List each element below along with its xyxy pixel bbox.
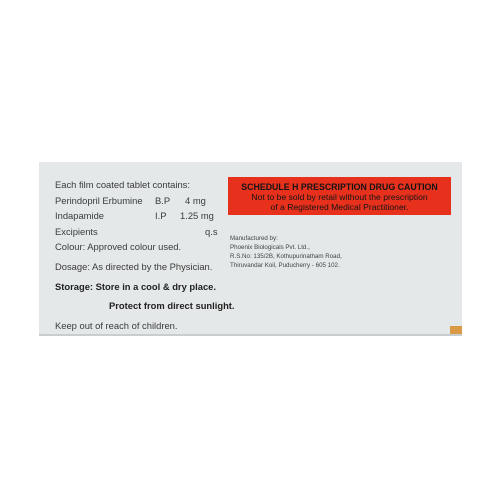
ingredient-standard: I.P [155, 210, 167, 222]
protect-text: Protect from direct sunlight. [109, 300, 235, 312]
storage-text: Storage: Store in a cool & dry place. [55, 280, 216, 292]
caution-line-1: Not to be sold by retail without the prescription [251, 192, 428, 202]
carton-panel [39, 162, 462, 334]
composition-block [55, 177, 255, 333]
keep-out-text: Keep out of reach of children. [55, 319, 178, 331]
ingredient-amount: 4 mg [185, 194, 206, 206]
manufacturer-label: Manufactured by: [230, 235, 278, 242]
caution-title: SCHEDULE H PRESCRIPTION DRUG CAUTION [241, 182, 438, 192]
carton-bottom-edge [39, 334, 462, 336]
manufacturer-block [230, 234, 450, 270]
carton-color-edge [450, 326, 462, 334]
manufacturer-name: Phoenix Biologicals Pvt. Ltd., [230, 244, 310, 251]
caution-line-2: of a Registered Medical Practitioner. [270, 202, 409, 212]
manufacturer-address-2: Thiruvandar Koil, Puducherry - 605 102. [230, 262, 340, 269]
excipients-row [55, 224, 255, 240]
schedule-h-caution-box [228, 177, 451, 215]
ingredient-row [55, 193, 255, 209]
excipients-amount: q.s [205, 225, 218, 237]
ingredient-amount: 1.25 mg [180, 210, 214, 222]
composition-heading: Each film coated tablet contains: [55, 179, 190, 190]
dosage-text: Dosage: As directed by the Physician. [55, 260, 213, 272]
ingredient-standard: B.P [155, 194, 171, 206]
ingredient-name: Perindopril Erbumine [55, 194, 143, 206]
manufacturer-address-1: R.S.No: 135/2B, Kothupurinatham Road, [230, 253, 342, 260]
ingredient-name: Indapamide [55, 210, 104, 222]
excipients-name: Excipients [55, 225, 98, 237]
colour-text: Colour: Approved colour used. [55, 241, 182, 253]
ingredient-row [55, 208, 255, 224]
